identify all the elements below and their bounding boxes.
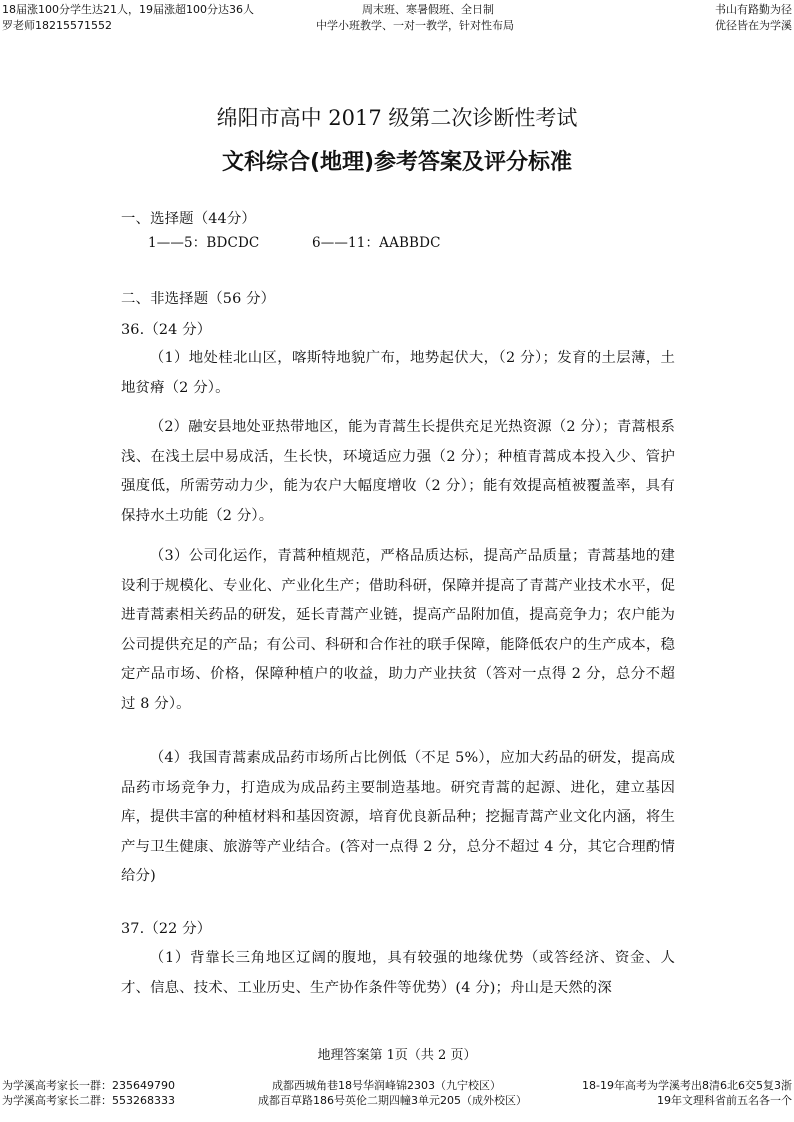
footer-campus-address-2: 成都百草路186号英伦二期四幢3单元205（成外校区） (258, 1094, 527, 1107)
header-teaching-modes: 中学小班教学、一对一教学，针对性布局 (316, 19, 514, 32)
footer-parent-group-1: 为学溪高考家长一群：235649790 (2, 1079, 175, 1092)
footer-parent-group-2: 为学溪高考家长二群：553268333 (2, 1094, 175, 1107)
page-number: 地理答案第 1页（共 2 页） (317, 1048, 477, 1063)
q37-part1: （1）背靠长三角地区辽阔的腹地，具有较强的地缘优势（或答经济、资金、人才、信息、技术、工业历史、生产协作条件等优势）(4 分)；舟山是天然的深 (121, 950, 675, 996)
q37-heading: 37.（22 分） (121, 921, 212, 937)
footer-campus-address-1: 成都西城角巷18号华润峰锦2303（九宁校区） (272, 1079, 501, 1092)
footer-achievement-1: 18-19年高考为学溪考出8清6北6交5复3浙 (582, 1079, 792, 1092)
q36-part3: （3）公司化运作，青蒿种植规范，严格品质达标，提高产品质量；青蒿基地的建设利于规模化、专业化、产业化生产；借助科研，保障并提高了青蒿产业技术水平，促进青蒿素相关药品的研发，延长青蒿产业链，提高产品附加值，提高竞争力；农户能为公司提供充足的产品；有公司、科研和合作社的联手保障，能降低农户的生产成本，稳定产品市场、价格，保障种植户的收益，助力产业扶贫（答对一点得 2 分，总分不超过 8 分）。 (121, 548, 675, 712)
q36-part1: （1）地处桂北山区，喀斯特地貌广布，地势起伏大，（2 分）；发育的土层薄，土地贫瘠（2 分）。 (121, 350, 675, 396)
document-subtitle: 文科综合(地理)参考答案及评分标准 (221, 150, 573, 175)
header-contact: 罗老师18215571552 (2, 19, 112, 32)
section1-answers-a: 1——5：BDCDC (148, 235, 260, 251)
section1-heading: 一、选择题（44分） (121, 211, 256, 227)
header-class-types: 周末班、寒暑假班、全日制 (362, 3, 494, 16)
section1-answers-b: 6——11：AABBDC (312, 235, 441, 251)
header-motto-2: 优径皆在为学溪 (715, 19, 792, 32)
header-promo-left: 18届涨100分学生达21人，19届涨超100分达36人 (2, 3, 254, 16)
header-motto-1: 书山有路勤为径 (715, 3, 792, 16)
q36-part2: （2）融安县地处亚热带地区，能为青蒿生长提供充足光热资源（2 分）；青蒿根系浅、在浅土层中易成活，生长快，环境适应力强（2 分）；种植青蒿成本投入少、管护强度低，所需劳动力少，能为农户大幅度增收（2 分）；能有效提高植被覆盖率，具有保持水土功能（2 分）。 (121, 419, 675, 524)
q36-heading: 36.（24 分） (121, 322, 212, 338)
section2-heading: 二、非选择题（56 分） (121, 291, 276, 307)
document-title: 绵阳市高中 2017 级第二次诊断性考试 (216, 106, 578, 130)
q36-part4: （4）我国青蒿素成品药市场所占比例低（不足 5%），应加大药品的研发，提高成品药市场竞争力，打造成为成品药主要制造基地。研究青蒿的起源、进化，建立基因库，提供丰富的种植材料和基因资源，培育优良新品种；挖掘青蒿产业文化内涵，将生产与卫生健康、旅游等产业结合。(答对一点得 2 分，总分不超过 4 分，其它合理酌情给分) (121, 750, 675, 885)
footer-achievement-2: 19年文理科省前五名各一个 (657, 1094, 792, 1107)
